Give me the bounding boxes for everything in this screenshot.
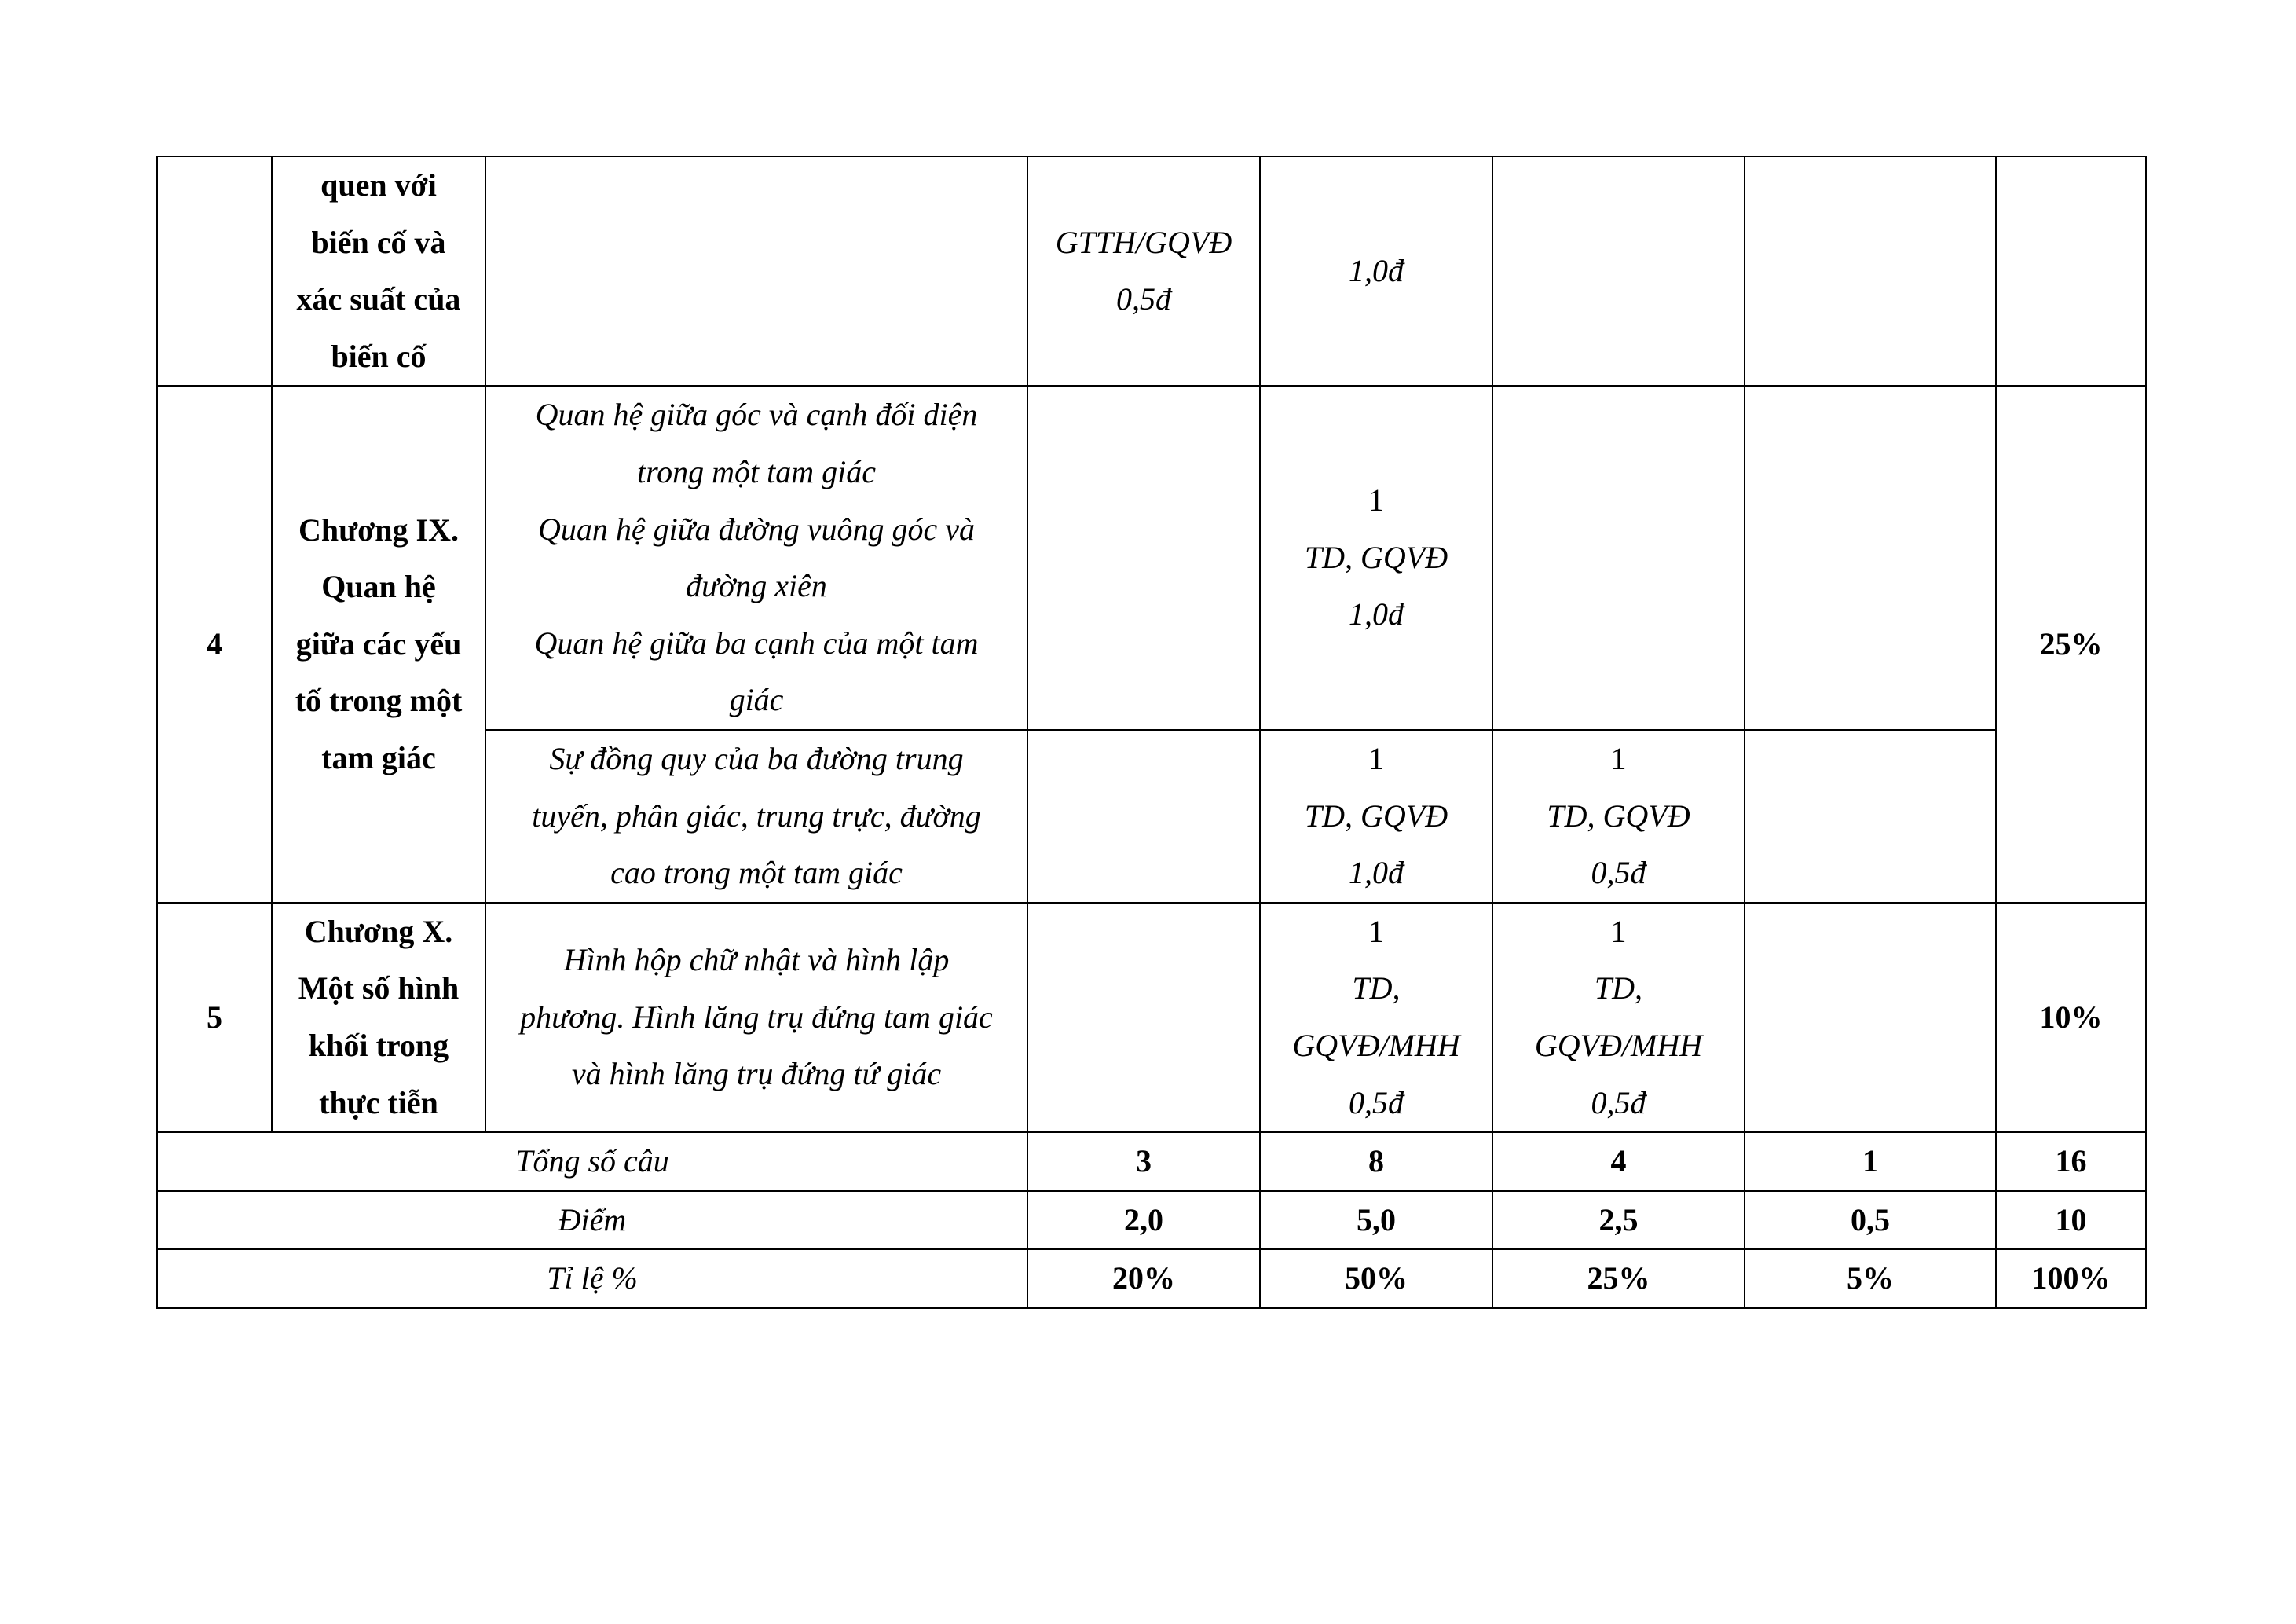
level2-cell: 1 TD, GQVĐ/MHH 0,5đ	[1260, 903, 1492, 1132]
summary-value: 2,5	[1492, 1191, 1745, 1250]
table-row	[157, 386, 2146, 730]
content-cell: Hình hộp chữ nhật và hình lập phương. Hình lăng trụ đứng tam giác và hình lăng trụ đứng tứ giác	[485, 903, 1027, 1132]
summary-label: Tổng số câu	[157, 1132, 1027, 1191]
level4-cell	[1745, 730, 1996, 903]
level3-cell: 1 TD, GQVĐ/MHH 0,5đ	[1492, 903, 1745, 1132]
percent-cell	[1996, 156, 2146, 386]
level3-cell	[1492, 156, 1745, 386]
level2-cell: 1 TD, GQVĐ 1,0đ	[1260, 730, 1492, 903]
summary-value: 8	[1260, 1132, 1492, 1191]
percent-cell: 25%	[1996, 386, 2146, 902]
summary-value: 50%	[1260, 1249, 1492, 1308]
summary-value: 100%	[1996, 1249, 2146, 1308]
percent-cell: 10%	[1996, 903, 2146, 1132]
summary-value: 3	[1027, 1132, 1260, 1191]
content-cell: Quan hệ giữa góc và cạnh đối diện trong một tam giác Quan hệ giữa đường vuông góc và đường xiên Quan hệ giữa ba cạnh của một tam giác	[485, 386, 1027, 730]
level4-cell	[1745, 156, 1996, 386]
level1-cell	[1027, 730, 1260, 903]
summary-value: 1	[1745, 1132, 1996, 1191]
summary-value: 25%	[1492, 1249, 1745, 1308]
topic-cell: Chương IX. Quan hệ giữa các yếu tố trong một tam giác	[272, 386, 485, 902]
summary-value: 2,0	[1027, 1191, 1260, 1250]
level4-cell	[1745, 903, 1996, 1132]
topic-cell: Chương X. Một số hình khối trong thực tiễn	[272, 903, 485, 1132]
content-cell	[485, 156, 1027, 386]
level1-cell: GTTH/GQVĐ 0,5đ	[1027, 156, 1260, 386]
row-number-cell	[157, 156, 272, 386]
table-row	[157, 156, 2146, 386]
topic-cell: quen với biến cố và xác suất của biến cố	[272, 156, 485, 386]
summary-value: 0,5	[1745, 1191, 1996, 1250]
summary-value: 16	[1996, 1132, 2146, 1191]
summary-label: Điểm	[157, 1191, 1027, 1250]
summary-row-score	[157, 1191, 2146, 1250]
level1-cell	[1027, 386, 1260, 730]
table-row	[157, 903, 2146, 1132]
row-number-cell: 5	[157, 903, 272, 1132]
summary-value: 10	[1996, 1191, 2146, 1250]
level2-cell: 1 TD, GQVĐ 1,0đ	[1260, 386, 1492, 730]
level3-cell: 1 TD, GQVĐ 0,5đ	[1492, 730, 1745, 903]
content-cell: Sự đồng quy của ba đường trung tuyến, phân giác, trung trực, đường cao trong một tam giác	[485, 730, 1027, 903]
level2-cell: 1,0đ	[1260, 156, 1492, 386]
row-number-cell: 4	[157, 386, 272, 902]
summary-row-total-questions	[157, 1132, 2146, 1191]
summary-value: 5,0	[1260, 1191, 1492, 1250]
assessment-matrix-table	[156, 156, 2147, 1309]
level1-cell	[1027, 903, 1260, 1132]
level4-cell	[1745, 386, 1996, 730]
summary-value: 4	[1492, 1132, 1745, 1191]
summary-row-ratio	[157, 1249, 2146, 1308]
summary-label: Tỉ lệ %	[157, 1249, 1027, 1308]
level3-cell	[1492, 386, 1745, 730]
summary-value: 20%	[1027, 1249, 1260, 1308]
summary-value: 5%	[1745, 1249, 1996, 1308]
